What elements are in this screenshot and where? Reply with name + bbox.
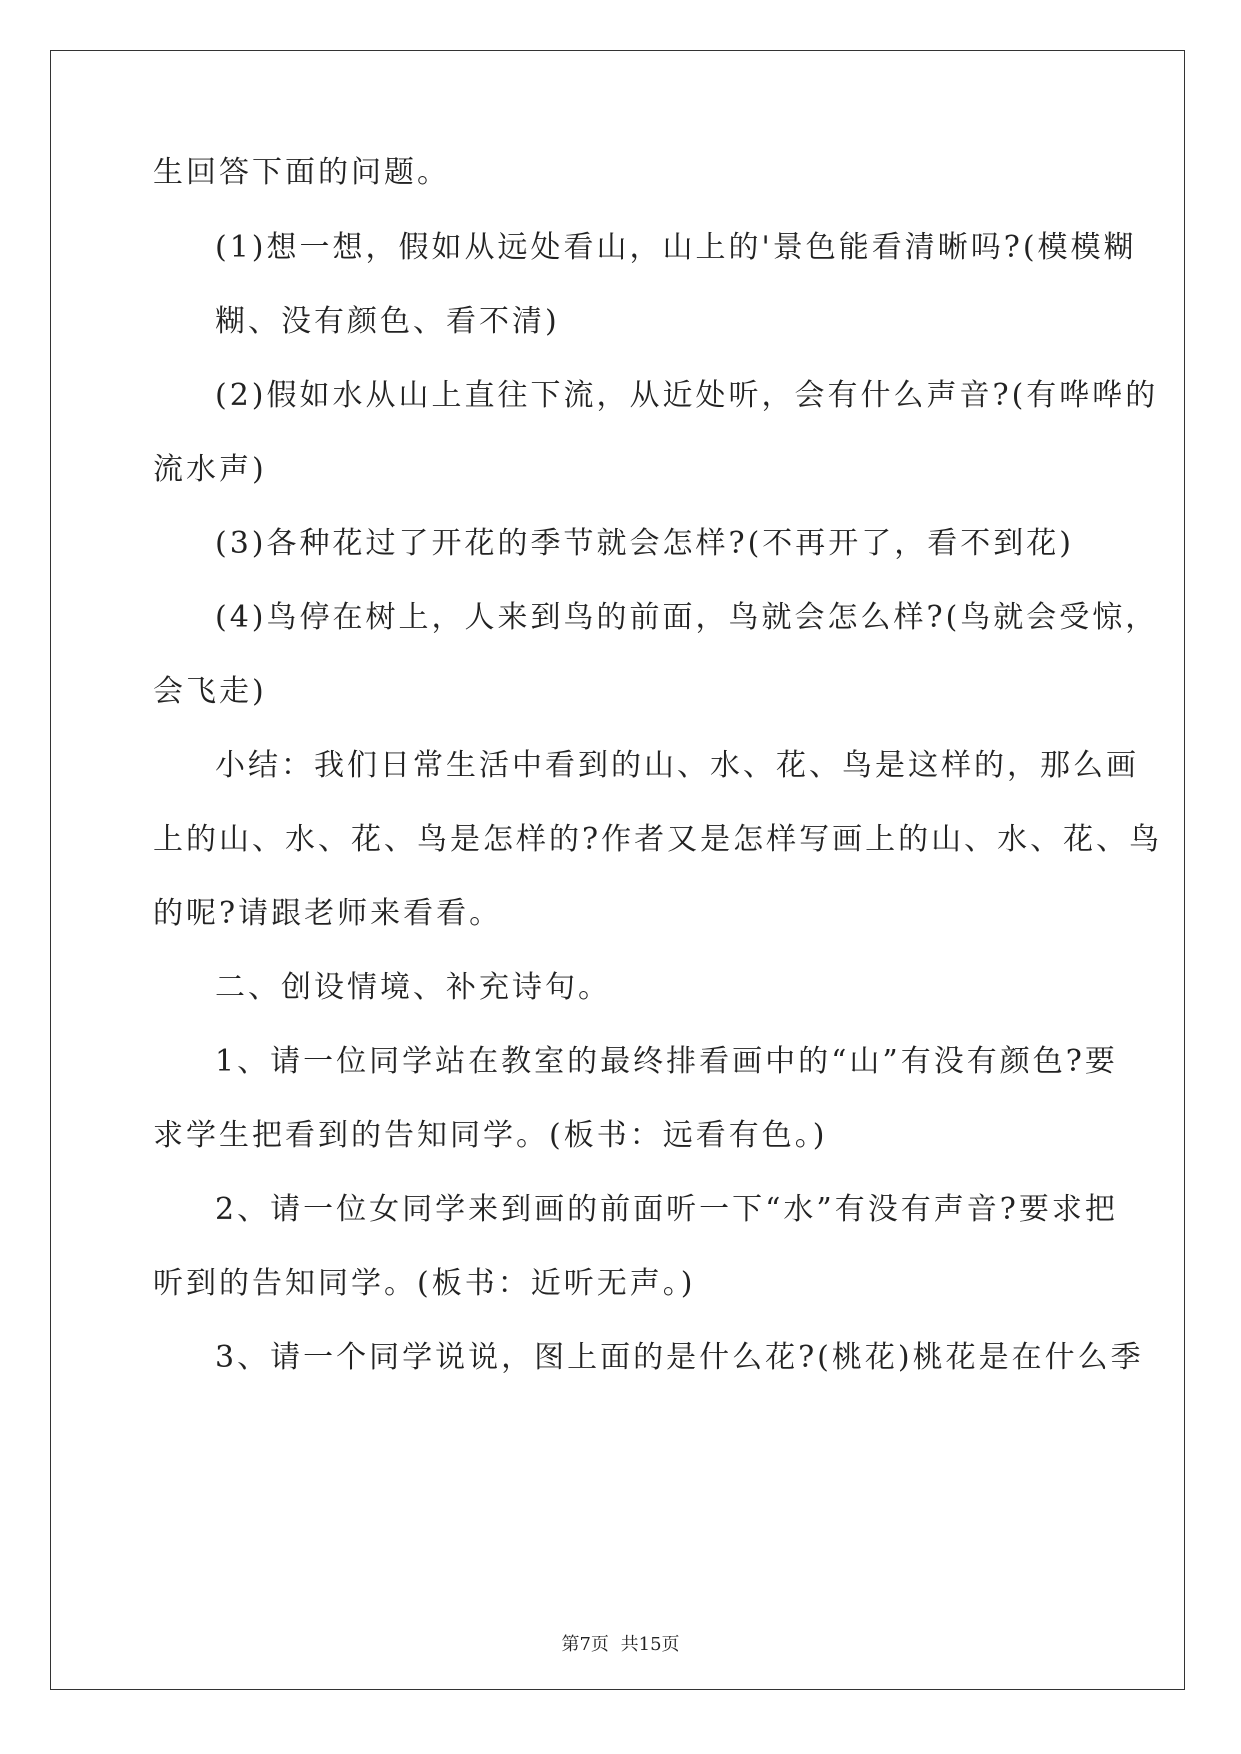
text-line: 糊、没有颜色、看不清) [215, 304, 560, 339]
section-heading: 二、创设情境、补充诗句。 [215, 970, 611, 1005]
text-line: 会飞走) [153, 674, 267, 709]
text-line: 的呢?请跟老师来看看。 [153, 896, 503, 931]
text-line: 2、请一位女同学来到画的前面听一下“水”有没有声音?要求把 [215, 1192, 1118, 1227]
text-line: 听到的告知同学。(板书：近听无声。) [153, 1266, 696, 1301]
text-line: (2)假如水从山上直往下流，从近处听，会有什么声音?(有哗哗的 [215, 378, 1159, 413]
text-line: 1、请一位同学站在教室的最终排看画中的“山”有没有颜色?要 [215, 1044, 1118, 1079]
text-line: 小结：我们日常生活中看到的山、水、花、鸟是这样的，那么画 [215, 748, 1139, 783]
text-line: 上的山、水、花、鸟是怎样的?作者又是怎样写画上的山、水、花、鸟 [153, 822, 1163, 857]
text-line: 求学生把看到的告知同学。(板书：远看有色。) [153, 1118, 828, 1153]
text-line: (1)想一想，假如从远处看山，山上的'景色能看清晰吗?(模模糊 [215, 230, 1137, 265]
text-line: (4)鸟停在树上，人来到鸟的前面，鸟就会怎么样?(鸟就会受惊， [215, 600, 1159, 635]
page-number: 第7页 [561, 1634, 609, 1655]
page-footer [0, 1633, 1241, 1657]
text-line: 3、请一个同学说说，图上面的是什么花?(桃花)桃花是在什么季 [215, 1340, 1144, 1375]
text-line: 生回答下面的问题。 [153, 155, 450, 190]
page-border [50, 50, 1185, 1690]
total-pages: 共15页 [620, 1634, 680, 1655]
text-line: (3)各种花过了开花的季节就会怎样?(不再开了，看不到花) [215, 526, 1074, 561]
text-line: 流水声) [153, 452, 267, 487]
